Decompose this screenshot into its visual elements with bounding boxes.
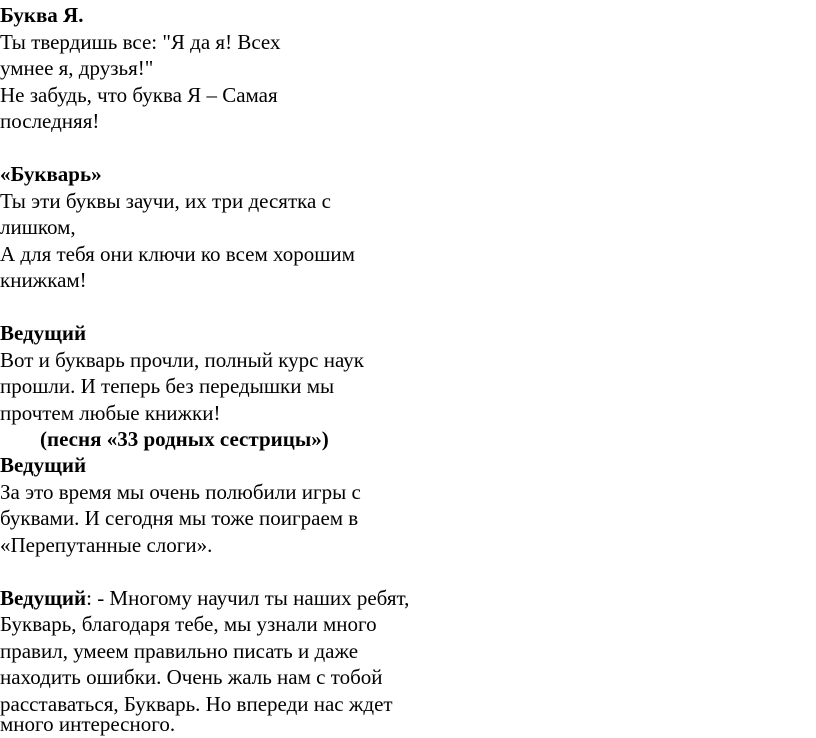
text-line: много интересного.: [0, 712, 176, 736]
text-line: умнее я, друзья!": [0, 56, 154, 80]
text-line: книжкам!: [0, 268, 87, 292]
text-line: последняя!: [0, 109, 100, 133]
text-inline: : - Многому научил ты наших ребят,: [86, 586, 410, 610]
text-line: А для тебя они ключи ко всем хорошим: [0, 242, 355, 266]
text-line: За это время мы очень полюбили игры с: [0, 480, 361, 504]
text-line: лишком,: [0, 215, 76, 239]
text-line: Букварь, благодаря тебе, мы узнали много: [0, 612, 377, 636]
song-note: (песня «33 родных сестрицы»): [40, 427, 329, 451]
text-line: «Перепутанные слоги».: [0, 533, 213, 557]
text-line: Ты твердишь все: "Я да я! Всех: [0, 30, 281, 54]
text-line: Вот и букварь прочли, полный курс наук: [0, 348, 364, 372]
section-heading-vedushchiy: Ведущий: [0, 321, 87, 345]
section-heading-bukvar: «Букварь»: [0, 162, 102, 186]
text-line: Ты эти буквы заучи, их три десятка с: [0, 189, 331, 213]
speaker-line: [0, 585, 409, 612]
text-line: прошли. И теперь без передышки мы: [0, 374, 335, 398]
text-line: прочтем любые книжки!: [0, 401, 221, 425]
section-heading-vedushchiy: Ведущий: [0, 586, 87, 610]
section-heading-bukva-ya: Буква Я.: [0, 3, 84, 27]
text-line: буквами. И сегодня мы тоже поиграем в: [0, 506, 359, 530]
text-line: Не забудь, что буква Я – Самая: [0, 83, 278, 107]
text-line: правил, умеем правильно писать и даже: [0, 639, 359, 663]
text-line: находить ошибки. Очень жаль нам с тобой: [0, 665, 383, 689]
text-line: расставаться, Букварь. Но впереди нас ждет: [0, 692, 393, 716]
section-heading-vedushchiy: Ведущий: [0, 453, 87, 477]
